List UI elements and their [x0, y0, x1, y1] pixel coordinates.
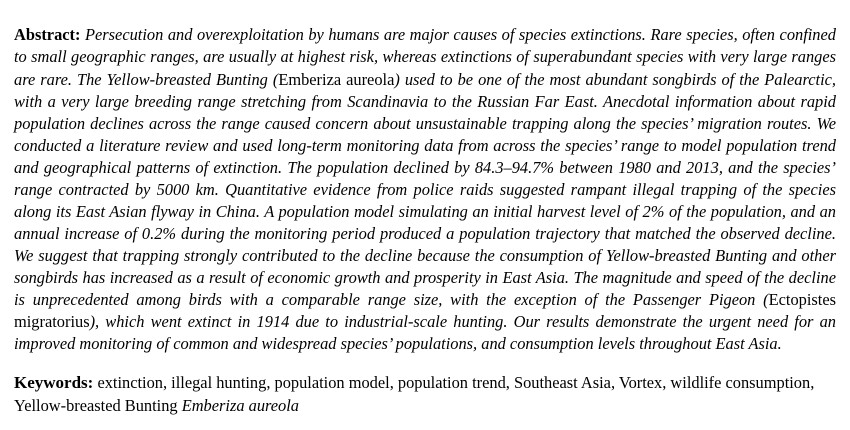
abstract-text-part-2: ) used to be one of the most abundant songbirds of the Palearctic, with a very large breeding range stretching from Scandinavia to the Russian Far East. Anecdotal information about rapid population declines across the range caused concern about unsustainable trapping along the species’ migration routes. We conducted a literature review and used long-term monitoring data from across the species’ range to model population trend and geographical patterns of extinction. The population declined by 84.3–94.7% between 1980 and 2013, and the species’ range contracted by 5000 km. Quantitative evidence from police raids suggested rampant illegal trapping of the species along its East Asian flyway in China. A population model simulating an initial harvest level of 2% of the population, and an annual increase of 0.2% during the monitoring period produced a population trajectory that matched the observed decline. We suggest that trapping strongly contributed to the decline because the consumption of Yellow-breasted Bunting and other songbirds has increased as a result of economic growth and prosperity in East Asia. The magnitude and speed of the decline is unprecedented among birds with a comparable range size, with the exception of the Passenger Pigeon ( [14, 69, 836, 310]
keywords-species-name: Emberiza aureola [181, 396, 300, 416]
keywords-label: Keywords: [14, 373, 94, 393]
species-name-emberiza: Emberiza aureola [278, 69, 395, 89]
abstract-text [14, 25, 836, 353]
abstract-label: Abstract: [14, 25, 81, 45]
species-name-ectopistes: Ectopistes migratorius [14, 290, 836, 332]
abstract-text-part-3: ), which went extinct in 1914 due to industrial-scale hunting. Our results demonstrate the urgent need for an improved monitoring of common and widespread species’ populations, and consumption levels throughout East Asia. [14, 312, 836, 354]
abstract-section [14, 24, 836, 355]
keywords-section [14, 372, 836, 417]
abstract-text-part-1: Persecution and overexploitation by humans are major causes of species extinctions. Rare species, often confined to small geographic ranges, are usually at highest risk, whereas extinctions of superabundant species with very large ranges are rare. The Yellow-breasted Bunting ( [14, 25, 836, 89]
keywords-text: extinction, illegal hunting, population model, population trend, Southeast Asia, Vortex, wildlife consumption, Yellow-breasted Bunting [14, 373, 815, 416]
